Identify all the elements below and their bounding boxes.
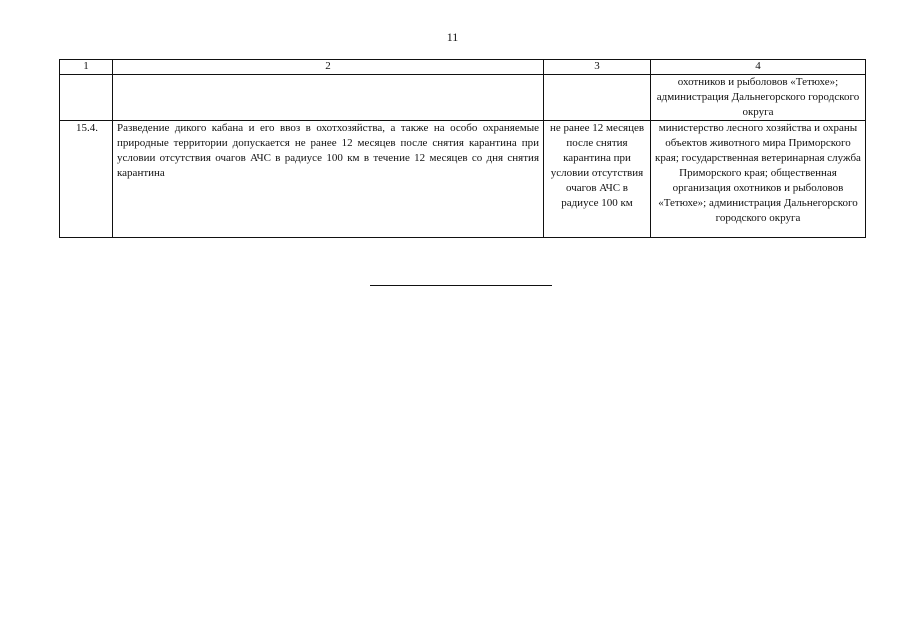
page-number: 11 xyxy=(446,30,459,44)
column-header-1: 1 xyxy=(60,60,113,75)
term-cell: не ранее 12 месяцев после снятия карантина при условии отсутствия очагов АЧС в радиусе 100 км xyxy=(544,121,651,238)
end-of-document-rule xyxy=(370,285,552,286)
measure-description-cell: Разведение дикого кабана и его ввоз в охотхозяйства, а также на особо охраняемые природные территории допускается не ранее 12 месяцев после снятия карантина при условии отсутствия очагов АЧС в радиусе 100 км в течение 12 месяцев со дня снятия карантина xyxy=(113,121,544,238)
measure-description-cell xyxy=(113,75,544,121)
responsible-cell: министерство лесного хозяйства и охраны объектов животного мира Приморского края; государственная ветеринарная служба Приморского края; общественная организация охотников и рыболовов «Тетюхе»; администрация Дальнегорского городского округа xyxy=(651,121,866,238)
table-row xyxy=(60,75,866,121)
measures-table xyxy=(59,59,866,238)
column-header-3: 3 xyxy=(544,60,651,75)
responsible-cell: охотников и рыболовов «Тетюхе»; администрация Дальнегорского городского округа xyxy=(651,75,866,121)
column-header-2: 2 xyxy=(113,60,544,75)
row-number-cell: 15.4. xyxy=(60,121,113,238)
term-cell xyxy=(544,75,651,121)
table-header-row xyxy=(60,60,866,75)
column-header-4: 4 xyxy=(651,60,866,75)
table-row xyxy=(60,121,866,238)
row-number-cell xyxy=(60,75,113,121)
